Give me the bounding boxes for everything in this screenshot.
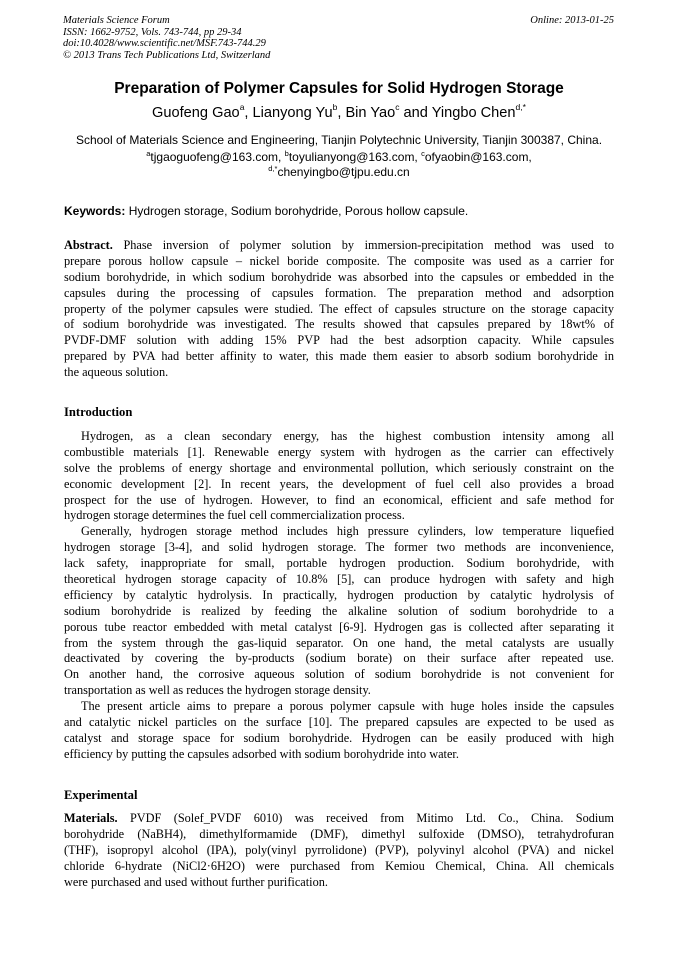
experimental-line: borohydride (NaBH4), dimethylformamide (DMF), dimethyl sulfoxide (DMSO), tetrahydrofuran bbox=[64, 826, 614, 841]
intro-line: transportation as well as reduces the hydrogen storage density. bbox=[64, 683, 371, 698]
author-mark: c bbox=[395, 102, 400, 112]
author-list bbox=[40, 103, 638, 123]
abstract-line: property of the polymer capsules were studied. The effect of capsules structure on the storage capacity bbox=[64, 301, 614, 316]
experimental-line: (THF), isopropyl alcohol (IPA), poly(vinyl pyrrolidone) (PVP), polyvinyl alcohol (PVA) and nickel bbox=[64, 842, 614, 857]
email-address[interactable]: ofyaobin@163.com, bbox=[424, 150, 532, 164]
keywords-text: Hydrogen storage, Sodium borohydride, Porous hollow capsule. bbox=[125, 204, 469, 218]
doi-line: doi:10.4028/www.scientific.net/MSF.743-744.29 bbox=[63, 38, 266, 49]
intro-line: Hydrogen, as a clean secondary energy, has the highest combustion intensity among all bbox=[81, 429, 614, 443]
keywords-label: Keywords: bbox=[64, 204, 126, 218]
section-heading-introduction: Introduction bbox=[64, 405, 133, 419]
intro-line: porous tube reactor embedded with metal catalyst [6-9]. Hydrogen gas is collected after separating it bbox=[64, 619, 614, 634]
author-name: Yingbo Chen bbox=[431, 105, 516, 121]
email-address[interactable]: toyulianyong@163.com, bbox=[288, 150, 422, 164]
intro-line: hydrogen storage [3-4], and solid hydrogen storage. The former two methods are inconvenience, bbox=[64, 540, 614, 555]
experimental-body bbox=[64, 811, 614, 890]
email-line bbox=[40, 150, 638, 165]
author-mark: a bbox=[239, 102, 245, 112]
copyright-line: © 2013 Trans Tech Publications Ltd, Switzerland bbox=[63, 49, 271, 61]
experimental-line: chloride 6-hydrate (NiCl2·6H2O) were purchased from Kemiou Chemical, China. All chemicals bbox=[64, 858, 614, 873]
section-heading-experimental: Experimental bbox=[64, 788, 138, 802]
intro-line: theoretical hydrogen storage capacity of 10.8% [5], can produce hydrogen with safety and high bbox=[64, 572, 614, 587]
email-mark: d,* bbox=[268, 164, 278, 173]
intro-line: deactivated by covering the by-products (sodium borate) on their surface after repeated use. bbox=[64, 651, 614, 666]
intro-line: from the system through the gas-liquid separator. On one hand, the metal catalysts are usually bbox=[64, 635, 614, 650]
email-address[interactable]: chenyingbo@tjpu.edu.cn bbox=[277, 165, 410, 179]
abstract-label: Abstract. bbox=[64, 238, 113, 252]
abstract-line: sodium borohydride, in which sodium borohydride was absorbed into the capsules or embedded in the bbox=[64, 269, 614, 284]
author-separator: , bbox=[337, 105, 346, 121]
intro-line: On another hand, the corrosive aqueous solution of sodium borohydride is not convenient for bbox=[64, 667, 614, 682]
intro-line: economic development [2]. In recent years, the development of fuel cell also provides a broad bbox=[64, 476, 614, 491]
experimental-line bbox=[64, 811, 614, 827]
abstract-line: prepare porous hollow capsule – nickel boride composite. The composite was used as a carrier for bbox=[64, 253, 614, 268]
introduction-body bbox=[64, 429, 614, 763]
abstract-line: capsules during the processing of capsules formation. The preparation method and adsorption bbox=[64, 285, 614, 300]
email-mark: b bbox=[284, 149, 289, 158]
email-address[interactable]: tjgaoguofeng@163.com, bbox=[150, 150, 285, 164]
intro-line: The present article aims to prepare a porous polymer capsule with huge holes inside the capsules bbox=[81, 699, 614, 714]
author-mark: d,* bbox=[515, 102, 526, 112]
online-date: Online: 2013-01-25 bbox=[530, 15, 614, 26]
author-name: Lianyong Yu bbox=[252, 105, 333, 121]
author-name: Bin Yao bbox=[345, 105, 396, 121]
experimental-line: were purchased and used without further purification. bbox=[64, 874, 328, 889]
issn-line: ISSN: 1662-9752, Vols. 743-744, pp 29-34 bbox=[63, 26, 242, 38]
abstract-line: prepared by PVA had better affinity to water, this made them easier to absorb sodium borohydride in bbox=[64, 349, 614, 364]
intro-line: efficiency by catalytic hydrolysis. In practically, hydrogen production by catalytic hydrolysis of bbox=[64, 587, 614, 602]
keywords bbox=[64, 204, 624, 219]
intro-line: lack safety, inappropriate for small, portable hydrogen production. Sodium borohydride, with bbox=[64, 556, 614, 571]
intro-line: efficiency by putting the capsules adsorbed with sodium borohydride into water. bbox=[64, 746, 459, 761]
author-separator: , bbox=[244, 105, 253, 121]
journal-name: Materials Science Forum bbox=[63, 15, 170, 26]
intro-line: combustible materials [1]. Renewable energy system with hydrogen as the carrier can effectively bbox=[64, 444, 614, 459]
author-separator: and bbox=[399, 105, 432, 121]
intro-line: solve the problems of energy shortage and environmental pollution, which seriously constraint on the bbox=[64, 460, 614, 475]
author-mark: b bbox=[332, 102, 338, 112]
paper-title: Preparation of Polymer Capsules for Solid Hydrogen Storage bbox=[114, 80, 564, 97]
email-mark: c bbox=[421, 149, 425, 158]
intro-line: Generally, hydrogen storage method includes high pressure cylinders, low temperature liquefied bbox=[81, 524, 614, 539]
email-mark: a bbox=[146, 149, 151, 158]
author-emails bbox=[40, 150, 638, 180]
experimental-text: PVDF (Solef_PVDF 6010) was received from Mitimo Ltd. Co., China. Sodium bbox=[117, 811, 614, 825]
abstract-line: PVDF-DMF solution with adding 15% PVP had the best adsorption capacity. While capsules bbox=[64, 333, 614, 348]
author-name: Guofeng Gao bbox=[152, 105, 240, 121]
email-line bbox=[40, 165, 638, 180]
intro-line: and catalytic nickel particles on the surface [10]. The prepared capsules are expected to be used as bbox=[64, 715, 614, 730]
abstract-text: Phase inversion of polymer solution by immersion-precipitation method was used to bbox=[112, 238, 614, 252]
intro-line: sodium borohydride is realized by feeding the alkaline solution of sodium borohydride to a bbox=[64, 603, 614, 618]
intro-line: catalyst and storage space for sodium borohydride. Hydrogen can be easily produced with high bbox=[64, 730, 614, 745]
intro-line: hydrogen storage determines the fuel cell commercialization process. bbox=[64, 508, 405, 523]
abstract-line: the aqueous solution. bbox=[64, 365, 169, 380]
materials-label: Materials. bbox=[64, 811, 118, 825]
affiliation: School of Materials Science and Engineering, Tianjin Polytechnic University, Tianjin 300387, China. bbox=[75, 133, 603, 147]
intro-line: prospect for the use of hydrogen. However, to find an economical, efficient and safe method for bbox=[64, 492, 614, 507]
abstract-line bbox=[64, 238, 614, 254]
abstract bbox=[64, 238, 614, 381]
journal-header bbox=[63, 15, 270, 61]
abstract-line: of sodium borohydride was investigated. The results showed that capsules prepared by 18wt% of bbox=[64, 317, 614, 332]
